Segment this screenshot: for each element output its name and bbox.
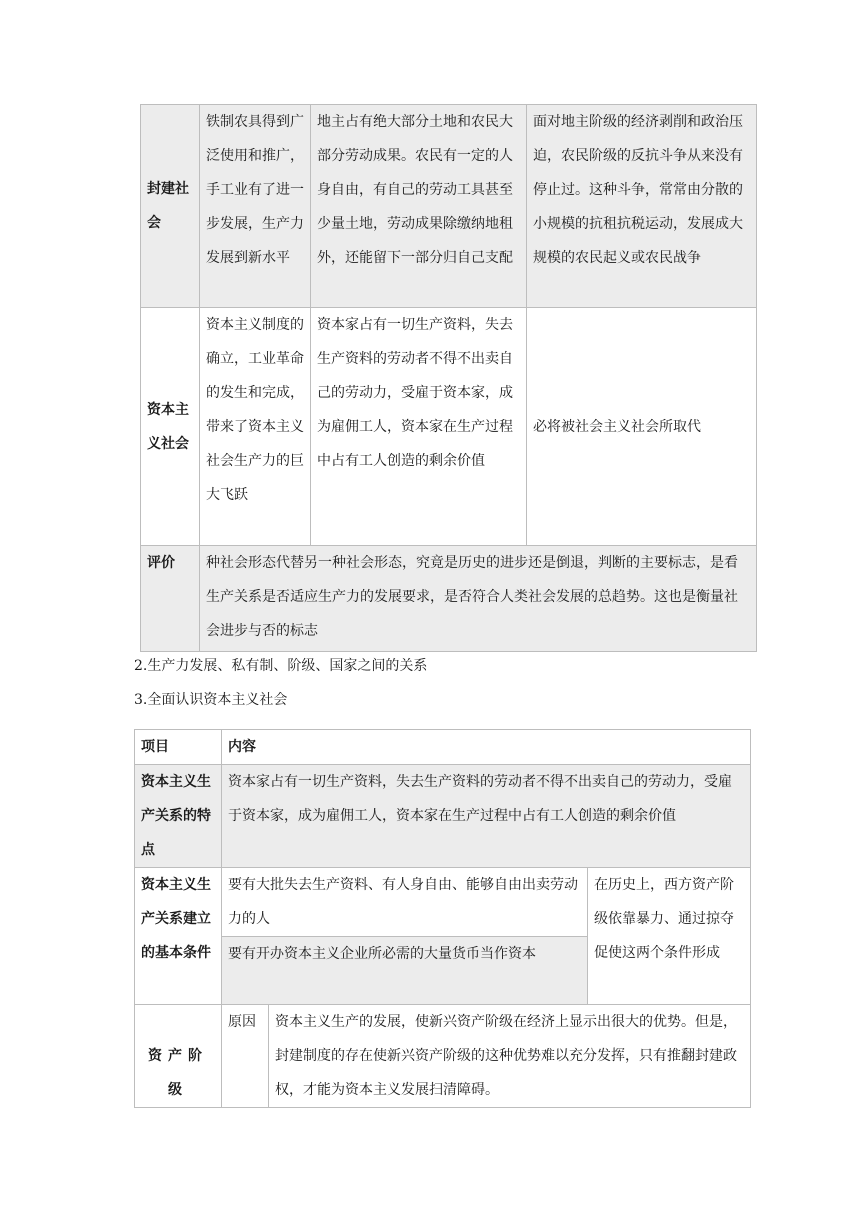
productivity-cell: 铁制农具得到广泛使用和推广，手工业有了进一步发展，生产力发展到新水平 xyxy=(200,105,311,308)
social-forms-table xyxy=(140,104,757,652)
header-item: 项目 xyxy=(135,730,222,765)
table-row xyxy=(141,105,757,308)
condition-2: 要有开办资本主义企业所必需的大量货币当作资本 xyxy=(222,937,588,1005)
table-row xyxy=(141,546,757,652)
table-row xyxy=(135,1005,751,1108)
conditions-note: 在历史上，西方资产阶级依靠暴力、通过掠夺促使这两个条件形成 xyxy=(588,868,751,1005)
row-label: 资本主义社会 xyxy=(141,308,200,546)
table-row xyxy=(135,765,751,868)
section-heading-3: 3.全面认识资本主义社会 xyxy=(134,692,288,708)
bourgeoisie-label: 资产阶级 xyxy=(135,1005,222,1108)
relations-cell: 资本家占有一切生产资料，失去生产资料的劳动者不得不出卖自己的劳动力，受雇于资本家，成为雇佣工人，资本家在生产过程中占有工人创造的剩余价值 xyxy=(311,308,527,546)
capitalism-table xyxy=(134,729,751,1108)
evaluation-text: 种社会形态代替另一种社会形态，究竟是历史的进步还是倒退，判断的主要标志，是看生产关系是否适应生产力的发展要求，是否符合人类社会发展的总趋势。这也是衡量社会进步与否的标志 xyxy=(200,546,757,652)
table-row xyxy=(135,730,751,765)
features-label: 资本主义生产关系的特点 xyxy=(135,765,222,868)
row-label: 封建社会 xyxy=(141,105,200,308)
table-row xyxy=(135,868,751,937)
relations-cell: 地主占有绝大部分土地和农民大部分劳动成果。农民有一定的人身自由，有自己的劳动工具甚至少量土地，劳动成果除缴纳地租外，还能留下一部分归自己支配 xyxy=(311,105,527,308)
header-content: 内容 xyxy=(222,730,751,765)
features-text: 资本家占有一切生产资料，失去生产资料的劳动者不得不出卖自己的劳动力，受雇于资本家，成为雇佣工人，资本家在生产过程中占有工人创造的剩余价值 xyxy=(222,765,751,868)
productivity-cell: 资本主义制度的确立，工业革命的发生和完成，带来了资本主义社会生产力的巨大飞跃 xyxy=(200,308,311,546)
reason-text: 资本主义生产的发展，使新兴资产阶级在经济上显示出很大的优势。但是，封建制度的存在使新兴资产阶级的这种优势难以充分发挥，只有推翻封建政权，才能为资本主义发展扫清障碍。 xyxy=(269,1005,751,1108)
table-row xyxy=(141,308,757,546)
section-heading-2: 2.生产力发展、私有制、阶级、国家之间的关系 xyxy=(134,658,428,674)
reason-label: 原因 xyxy=(222,1005,269,1108)
condition-1: 要有大批失去生产资料、有人身自由、能够自由出卖劳动力的人 xyxy=(222,868,588,937)
struggle-cell: 必将被社会主义社会所取代 xyxy=(527,308,757,546)
struggle-cell: 面对地主阶级的经济剥削和政治压迫，农民阶级的反抗斗争从来没有停止过。这种斗争，常常由分散的小规模的抗租抗税运动，发展成大规模的农民起义或农民战争 xyxy=(527,105,757,308)
conditions-label: 资本主义生产关系建立的基本条件 xyxy=(135,868,222,1005)
evaluation-label: 评价 xyxy=(141,546,200,652)
